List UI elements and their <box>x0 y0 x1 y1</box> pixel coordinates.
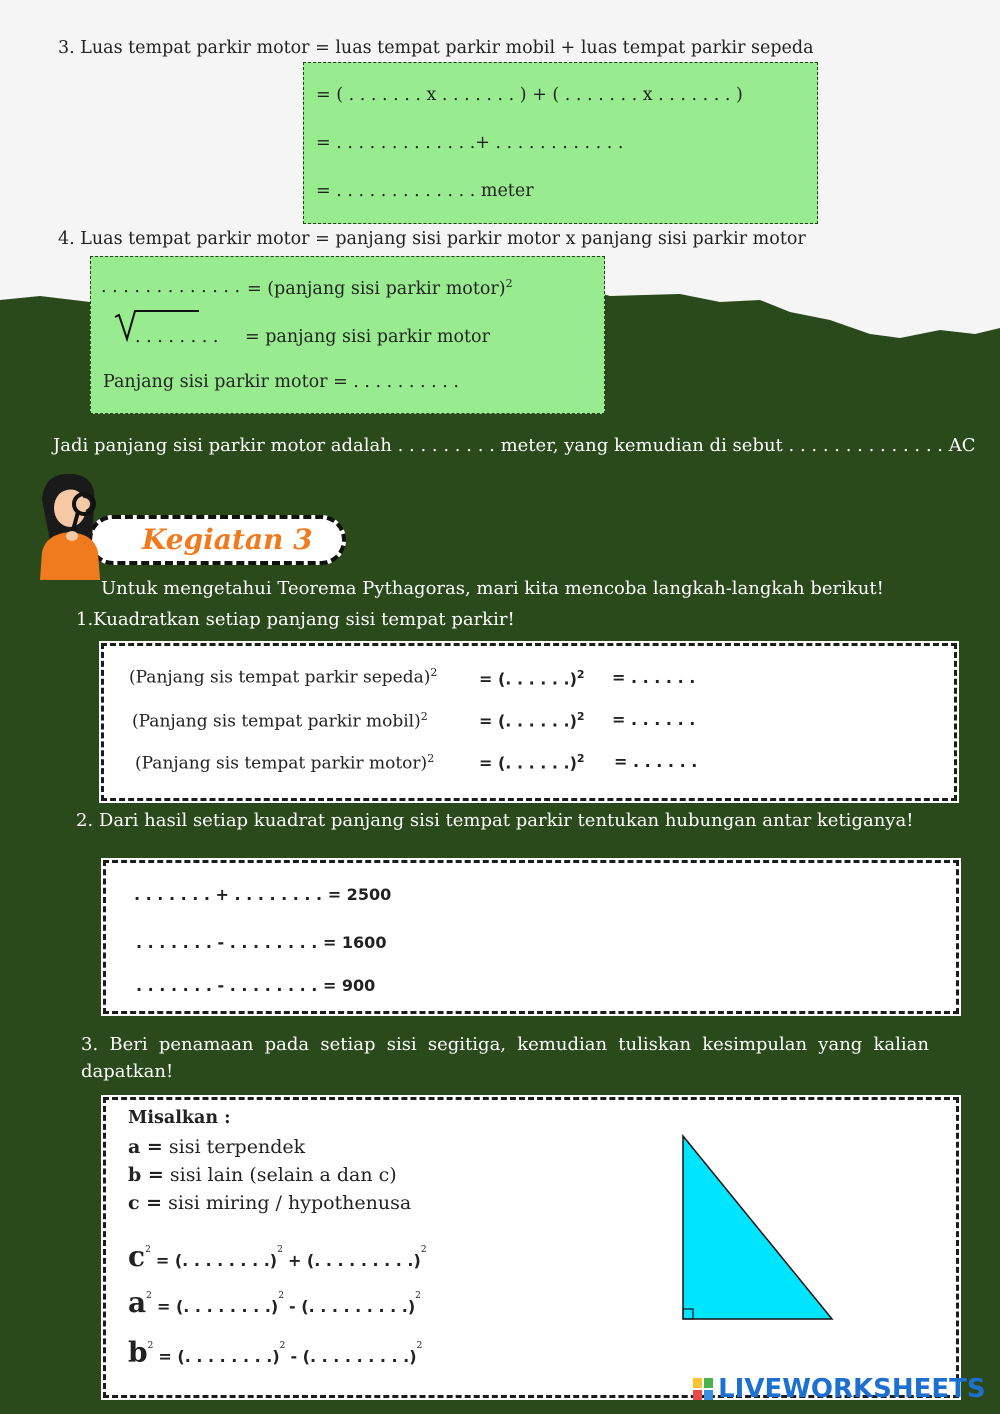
step1-row2-label: (Panjang sis tempat parkir mobil)$^2$ <box>132 710 428 732</box>
eq-b[interactable]: $b^2$ = (. . . . . . . .)$^2$ - (. . . . . . . . .)$^2$ <box>128 1336 423 1369</box>
logo-icon <box>693 1378 713 1400</box>
def-a: a = sisi terpendek <box>128 1136 306 1158</box>
liveworksheets-logo <box>693 1374 986 1404</box>
step1-row3-label: (Panjang sis tempat parkir motor)$^2$ <box>135 752 435 774</box>
step1-row3-formula[interactable]: = (. . . . . .)$^2$ <box>479 752 585 773</box>
section4-row1-blank[interactable]: . . . . . . . . . . . . . <box>101 277 241 297</box>
def-b: b = sisi lain (selain a dan c) <box>128 1164 397 1186</box>
section3-answer-box <box>303 62 818 224</box>
misalkan-label: Misalkan : <box>128 1108 231 1128</box>
step1-row3-result[interactable]: = . . . . . . <box>614 752 698 771</box>
step1-row1-label: (Panjang sis tempat parkir sepeda)$^2$ <box>129 666 438 688</box>
kegiatan-title: Kegiatan 3 <box>142 523 313 556</box>
watermark-text: LIVEWORKSHEETS <box>718 1374 986 1404</box>
step3-box <box>103 1097 959 1398</box>
section3-line3[interactable]: = . . . . . . . . . . . . . meter <box>316 181 534 201</box>
step3-heading: 3. Beri penamaan pada setiap sisi segitiga, kemudian tuliskan kesimpulan yang kalian dapatkan! <box>81 1034 929 1082</box>
kegiatan-banner <box>88 515 346 565</box>
step1-row2-formula[interactable]: = (. . . . . .)$^2$ <box>479 710 585 731</box>
kegiatan-intro: Untuk mengetahui Teorema Pythagoras, mari kita mencoba langkah-langkah berikut! <box>101 578 884 599</box>
step1-row2-result[interactable]: = . . . . . . <box>612 710 696 729</box>
section3-line2[interactable]: = . . . . . . . . . . . . .+ . . . . . . . . . . . . <box>316 133 624 153</box>
step2-row1[interactable]: . . . . . . . + . . . . . . . . = 2500 <box>134 885 392 904</box>
section4-row3-text[interactable]: Panjang sisi parkir motor = . . . . . . . . . . <box>103 372 459 392</box>
right-triangle-diagram <box>680 1133 840 1323</box>
step2-row2[interactable]: . . . . . . . - . . . . . . . . = 1600 <box>136 933 387 952</box>
section4-row1-text: = (panjang sisi parkir motor)$^2$ <box>247 277 513 299</box>
def-c: c = sisi miring / hypothenusa <box>128 1192 412 1214</box>
section3-heading: 3. Luas tempat parkir motor = luas tempat parkir mobil + luas tempat parkir sepeda <box>58 38 814 58</box>
section4-row2-blank[interactable]: . . . . . . . . <box>135 327 219 347</box>
section3-line1[interactable]: = ( . . . . . . . x . . . . . . . ) + ( . . . . . . . x . . . . . . . ) <box>316 85 743 105</box>
eq-a[interactable]: $a^2$ = (. . . . . . . .)$^2$ - (. . . . . . . . .)$^2$ <box>128 1286 421 1319</box>
step1-heading: 1.Kuadratkan setiap panjang sisi tempat parkir! <box>76 609 515 630</box>
step1-box <box>101 643 957 801</box>
step2-heading: 2. Dari hasil setiap kuadrat panjang sisi tempat parkir tentukan hubungan antar ketiganya! <box>76 810 914 831</box>
section4-heading: 4. Luas tempat parkir motor = panjang sisi parkir motor x panjang sisi parkir motor <box>58 229 806 249</box>
section4-row2-text: = panjang sisi parkir motor <box>245 327 490 347</box>
step1-row1-result[interactable]: = . . . . . . <box>612 668 696 687</box>
step2-box <box>103 860 959 1014</box>
step2-row3[interactable]: . . . . . . . - . . . . . . . . = 900 <box>136 976 376 995</box>
section4-answer-box <box>90 256 605 414</box>
eq-c[interactable]: $c^2$ = (. . . . . . . .)$^2$ + (. . . . . . . . .)$^2$ <box>128 1240 427 1273</box>
conclusion-text[interactable]: Jadi panjang sisi parkir motor adalah . . . . . . . . . meter, yang kemudian di sebut . . . . . . . . . . . . . . AC <box>53 435 976 456</box>
girl-magnifier-icon <box>32 470 112 580</box>
step1-row1-formula[interactable]: = (. . . . . .)$^2$ <box>479 668 585 689</box>
